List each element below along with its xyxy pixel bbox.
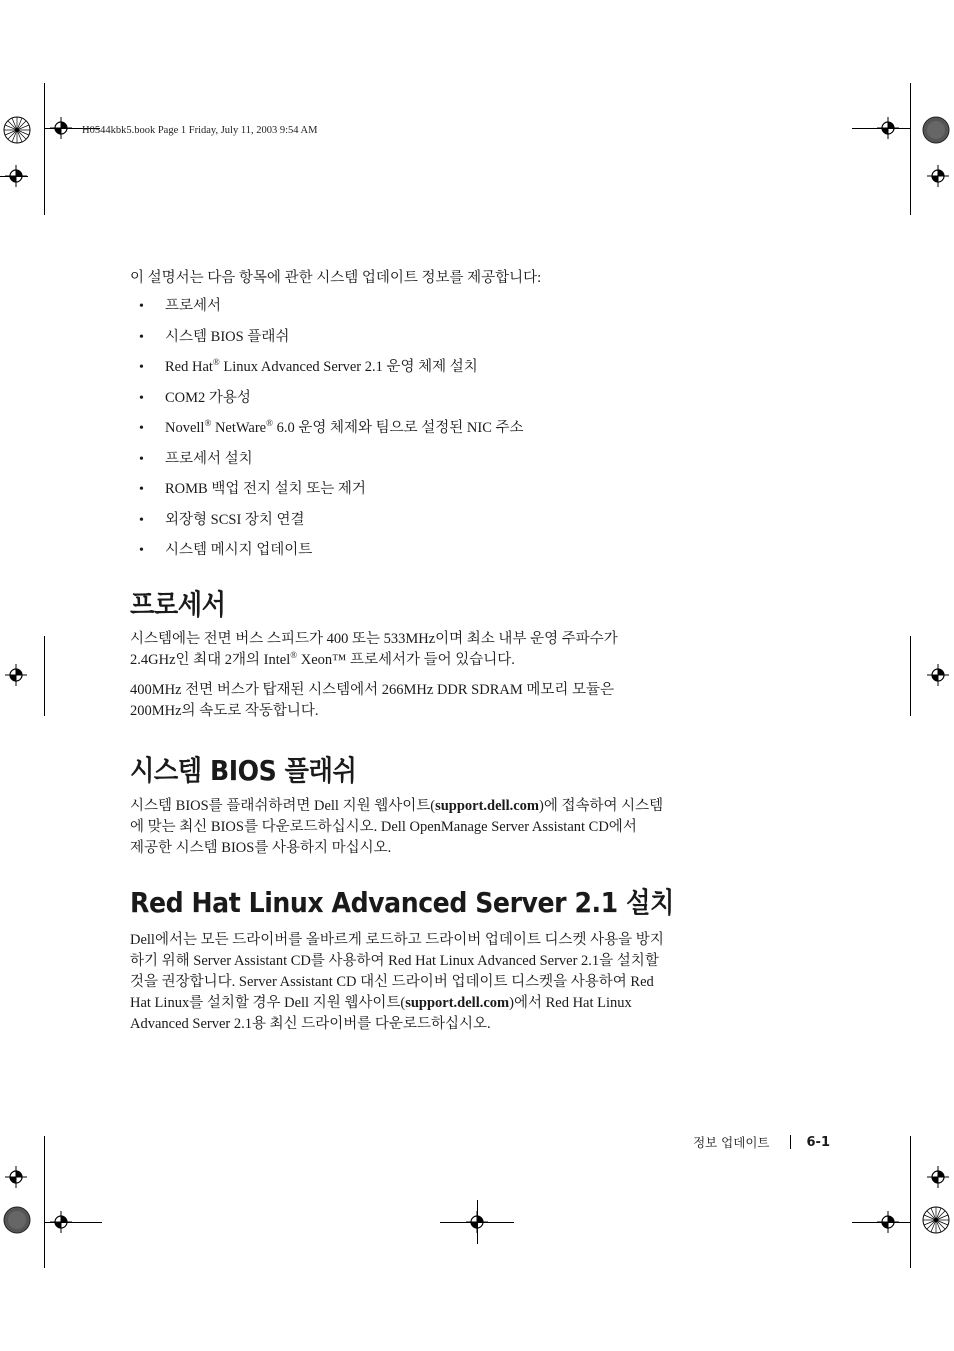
text-line: 것을 권장합니다. Server Assistant CD 대신 드라이버 업데이트 디스켓을 사용하여 Red: [130, 973, 654, 990]
footer-chapter-label: 정보 업데이트: [693, 1135, 770, 1150]
star-target-icon: [922, 1206, 950, 1234]
text-line: 하기 위해 Server Assistant CD를 사용하여 Red Hat Linux Advanced Server 2.1을 설치할: [130, 952, 659, 969]
registration-mark-icon: [877, 1211, 899, 1233]
list-item-text: NetWare: [211, 420, 267, 436]
page-footer: [693, 1133, 830, 1151]
crop-mark: [910, 83, 911, 215]
bullet-icon: •: [139, 451, 144, 467]
redhat-paragraph: [130, 930, 742, 1035]
bullet-icon: •: [139, 360, 144, 375]
support-link[interactable]: support.dell.com: [435, 797, 539, 814]
list-item-text: 프로세서 설치: [165, 450, 253, 467]
density-circle-icon: [3, 1206, 31, 1234]
text-line: 2.4GHz인 최대 2개의 Intel: [130, 651, 291, 668]
crop-mark: [44, 1136, 45, 1268]
registration-mark-icon: [5, 1166, 27, 1188]
crop-mark: [910, 1136, 911, 1268]
list-item: [130, 449, 742, 480]
text-line: 시스템에는 전면 버스 스피드가 400 또는 533MHz이며 최소 내부 운영 주파수가: [130, 630, 618, 647]
footer-divider: [790, 1135, 791, 1149]
list-item-text: ROMB 백업 전지 설치 또는 제거: [165, 481, 366, 497]
registered-mark: ®: [204, 418, 212, 428]
registration-mark-icon: [927, 1166, 949, 1188]
bios-heading: 시스템 BIOS 플래쉬: [130, 753, 357, 787]
bios-paragraph: [130, 796, 742, 859]
intro-paragraph: 이 설명서는 다음 항목에 관한 시스템 업데이트 정보를 제공합니다:: [130, 270, 542, 286]
registration-mark-icon: [5, 165, 27, 187]
bullet-icon: •: [139, 543, 144, 558]
processor-paragraph-2: [130, 680, 742, 722]
registered-mark: ®: [212, 357, 220, 367]
support-link[interactable]: support.dell.com: [405, 994, 510, 1011]
registration-mark-icon: [927, 165, 949, 187]
bullet-icon: •: [139, 421, 144, 436]
text-line: )에서 Red Hat Linux: [509, 994, 632, 1011]
list-item: [130, 540, 742, 571]
page-number: 6-1: [806, 1134, 830, 1150]
registered-mark: ®: [290, 649, 298, 660]
bullet-icon: •: [139, 390, 144, 406]
page-body: [130, 268, 742, 1035]
print-slug: H0544kbk5.book Page 1 Friday, July 11, 2003 9:54 AM: [82, 125, 318, 136]
list-item-text: 외장형 SCSI 장치 연결: [165, 511, 305, 528]
star-target-icon: [3, 116, 31, 144]
topic-list: [130, 296, 742, 571]
processor-heading: 프로세서: [130, 587, 226, 621]
density-circle-icon: [922, 116, 950, 144]
list-item-text: 시스템 메시지 업데이트: [165, 542, 313, 558]
bullet-icon: •: [139, 329, 144, 345]
text-line: Xeon™ 프로세서가 들어 있습니다.: [297, 651, 515, 668]
text-line: )에 접속하여 시스템: [539, 797, 664, 814]
list-item-text: 6.0 운영 체제와 팀으로 설정된 NIC 주소: [272, 420, 524, 436]
text-line: Dell에서는 모든 드라이버를 올바르게 로드하고 드라이버 업데이트 디스켓 사용을 방지: [130, 931, 664, 948]
list-item: [130, 388, 742, 419]
bullet-icon: •: [139, 482, 144, 497]
registration-mark-icon: [877, 117, 899, 139]
list-item: [130, 479, 742, 510]
crop-mark: [910, 636, 911, 716]
bullet-icon: •: [139, 512, 144, 528]
crop-mark: [44, 83, 45, 215]
crop-mark: [44, 636, 45, 716]
text-line: Advanced Server 2.1용 최신 드라이버를 다운로드하십시오.: [130, 1015, 491, 1032]
list-item: [130, 296, 742, 327]
processor-paragraph-1: [130, 629, 742, 671]
registered-mark: ®: [266, 418, 273, 428]
registration-mark-icon: [927, 664, 949, 686]
redhat-heading: Red Hat Linux Advanced Server 2.1 설치: [130, 885, 674, 919]
list-item: [130, 418, 742, 449]
registration-mark-icon: [5, 664, 27, 686]
list-item-text: 프로세서: [165, 298, 222, 314]
list-item: [130, 357, 742, 388]
text-line: 제공한 시스템 BIOS를 사용하지 마십시오.: [130, 839, 392, 856]
list-item-text: Novell: [165, 420, 205, 436]
text-line: 시스템 BIOS를 플래쉬하려면 Dell 지원 웹사이트(: [130, 797, 436, 814]
text-line: 에 맞는 최신 BIOS를 다운로드하십시오. Dell OpenManage Server Assistant CD에서: [130, 818, 637, 835]
bullet-icon: •: [139, 299, 144, 314]
registration-mark-icon: [50, 1211, 72, 1233]
list-item: [130, 327, 742, 358]
text-line: 400MHz 전면 버스가 탑재된 시스템에서 266MHz DDR SDRAM 메모리 모듈은: [130, 681, 615, 698]
list-item-text: 시스템 BIOS 플래쉬: [165, 328, 290, 345]
list-item: [130, 510, 742, 541]
text-line: Hat Linux를 설치할 경우 Dell 지원 웹사이트(: [130, 994, 406, 1011]
list-item-text: Linux Advanced Server 2.1 운영 체제 설치: [219, 359, 478, 375]
text-line: 200MHz의 속도로 작동합니다.: [130, 702, 319, 719]
list-item-text: Red Hat: [165, 359, 213, 375]
registration-mark-icon: [466, 1211, 488, 1233]
list-item-text: COM2 가용성: [165, 389, 251, 406]
registration-mark-icon: [50, 117, 72, 139]
